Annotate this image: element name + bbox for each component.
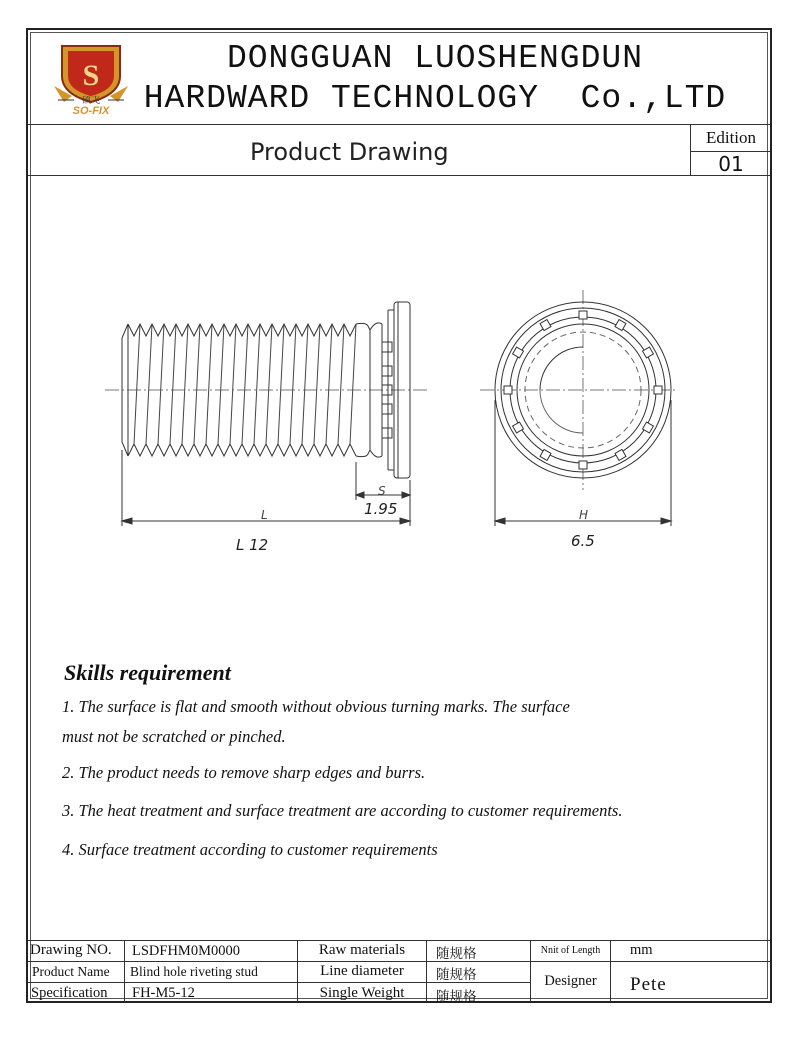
specification-label: Specification xyxy=(31,985,108,1001)
raw-materials-label: Raw materials xyxy=(318,942,406,958)
logo-brand-text: SO-FIX xyxy=(72,105,110,117)
edition-divider-v xyxy=(690,124,691,175)
s-dim-value: 1.95 xyxy=(364,500,398,518)
table-row1-line xyxy=(28,961,770,962)
designer-value: Pete xyxy=(630,974,667,995)
unit-label: Nnit of Length xyxy=(540,945,601,956)
drawing-no-label: Drawing NO. xyxy=(30,942,112,958)
line-diameter-label: Line diameter xyxy=(320,963,404,979)
skill-item-3: 3. The heat treatment and surface treatment are according to customer requirements. xyxy=(62,801,623,820)
table-col5 xyxy=(610,940,611,1002)
product-name-value: Blind hole riveting stud xyxy=(130,964,258,979)
logo-letter: S xyxy=(82,59,100,92)
company-name-line1: DONGGUAN LUOSHENGDUN xyxy=(226,40,644,77)
company-name-line2: HARDWARD TECHNOLOGY Co.,LTD xyxy=(143,80,727,117)
h-dim-label: H xyxy=(579,508,589,522)
skills-title: Skills requirement xyxy=(64,660,231,685)
header-divider xyxy=(28,124,770,125)
raw-materials-value: 随规格 xyxy=(436,946,477,962)
title-divider xyxy=(28,175,770,176)
skill-item-1-cont: must not be scratched or pinched. xyxy=(62,727,286,746)
specification-value: FH-M5-12 xyxy=(132,985,195,1001)
table-top-line xyxy=(28,940,770,941)
designer-label: Designer xyxy=(544,973,597,989)
single-weight-value: 随规格 xyxy=(436,989,477,1005)
edition-label: Edition xyxy=(705,128,757,147)
product-name-label: Product Name xyxy=(32,964,110,979)
l-dim-label: L xyxy=(261,508,268,522)
s-dim-label: S xyxy=(378,484,386,498)
end-view-drawing xyxy=(480,290,680,540)
edition-value: 01 xyxy=(718,152,744,176)
logo-cn-text: 硕飞 xyxy=(81,96,101,106)
skill-item-1: 1. The surface is flat and smooth without obvious turning marks. The surface xyxy=(62,697,570,716)
single-weight-label: Single Weight xyxy=(319,985,405,1001)
h-dim-value: 6.5 xyxy=(571,532,595,550)
unit-value: mm xyxy=(630,942,653,958)
line-diameter-value: 随规格 xyxy=(436,967,477,983)
l-dim-value: L 12 xyxy=(236,536,269,554)
drawing-no-value: LSDFHM0M0000 xyxy=(132,943,240,959)
table-col3 xyxy=(426,940,427,1002)
skill-item-4: 4. Surface treatment according to customer requirements xyxy=(62,840,438,859)
page-title: Product Drawing xyxy=(250,138,449,166)
skill-item-2: 2. The product needs to remove sharp edges and burrs. xyxy=(62,763,426,782)
sofix-logo xyxy=(52,36,130,118)
table-col1 xyxy=(124,940,125,1002)
